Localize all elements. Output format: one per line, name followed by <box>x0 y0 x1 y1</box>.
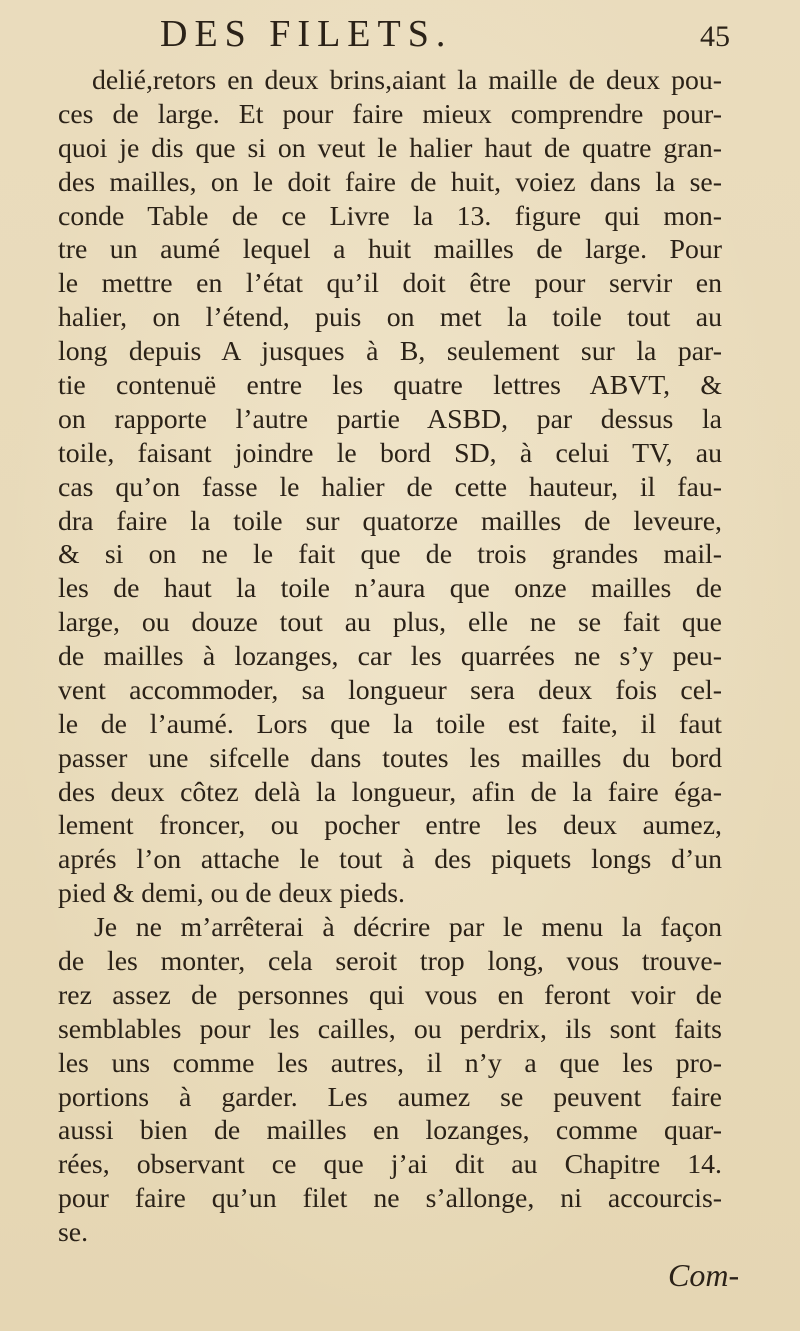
text-line: de mailles à lozanges, car les quarrées ne s’y peu- <box>58 641 722 673</box>
text-line: pied & demi, ou de deux pieds. <box>58 878 406 910</box>
text-line: les de haut la toile n’aura que onze mailles de <box>58 573 722 605</box>
text-line: rées, observant ce que j’ai dit au Chapitre 14. <box>58 1149 722 1181</box>
text-line: portions à garder. Les aumez se peuvent faire <box>58 1081 722 1113</box>
text-line: aprés l’on attache le tout à des piquets longs d’un <box>58 844 722 876</box>
text-line: rez assez de personnes qui vous en feront voir de <box>58 979 722 1011</box>
text-line: lement froncer, ou pocher entre les deux aumez, <box>58 810 722 842</box>
text-line: passer une sifcelle dans toutes les mailles du bord <box>58 742 722 774</box>
text-line: les uns comme les autres, il n’y a que les pro- <box>58 1047 722 1079</box>
text-line: vent accommoder, sa longueur sera deux fois cel- <box>58 674 722 706</box>
running-head: DES FILETS. <box>160 13 453 55</box>
text-line: le de l’aumé. Lors que la toile est faite, il faut <box>58 708 722 740</box>
page-header <box>0 14 800 54</box>
text-line: halier, on l’étend, puis on met la toile tout au <box>58 302 722 334</box>
text-line: cas qu’on fasse le halier de cette hauteur, il fau- <box>58 471 722 503</box>
text-line: dra faire la toile sur quatorze mailles de leveure, <box>58 505 722 537</box>
text-line: on rapporte l’autre partie ASBD, par dessus la <box>58 403 722 435</box>
text-line: des mailles, on le doit faire de huit, voiez dans la se- <box>58 166 722 198</box>
text-line: aussi bien de mailles en lozanges, comme quar- <box>58 1115 722 1147</box>
text-line: des deux côtez delà la longueur, afin de la faire éga- <box>58 776 722 808</box>
text-line: le mettre en l’état qu’il doit être pour servir en <box>58 268 722 300</box>
text-line: quoi je dis que si on veut le halier haut de quatre gran- <box>58 132 722 164</box>
text-line: long depuis A jusques à B, seulement sur la par- <box>58 336 722 368</box>
text-line: de les monter, cela seroit trop long, vous trouve- <box>58 946 722 978</box>
text-line: toile, faisant joindre le bord SD, à celui TV, au <box>58 437 722 469</box>
text-line: conde Table de ce Livre la 13. figure qui mon- <box>58 200 722 232</box>
text-line: & si on ne le fait que de trois grandes mail- <box>58 539 722 571</box>
text-line: semblables pour les cailles, ou perdrix, ils sont faits <box>58 1013 722 1045</box>
text-line: large, ou douze tout au plus, elle ne se fait que <box>58 607 722 639</box>
text-line: ces de large. Et pour faire mieux comprendre pour- <box>58 98 722 130</box>
page-number: 45 <box>700 20 730 53</box>
text-line: pour faire qu’un filet ne s’allonge, ni accourcis- <box>58 1183 722 1215</box>
text-line: tie contenuë entre les quatre lettres ABVT, & <box>58 369 722 401</box>
text-line: se. <box>58 1217 89 1249</box>
text-line: tre un aumé lequel a huit mailles de large. Pour <box>58 234 722 266</box>
catchword: Com- <box>668 1257 740 1293</box>
text-line: Je ne m’arrêterai à décrire par le menu la façon <box>94 912 722 944</box>
text-line: delié,retors en deux brins,aiant la maille de deux pou- <box>92 65 722 96</box>
